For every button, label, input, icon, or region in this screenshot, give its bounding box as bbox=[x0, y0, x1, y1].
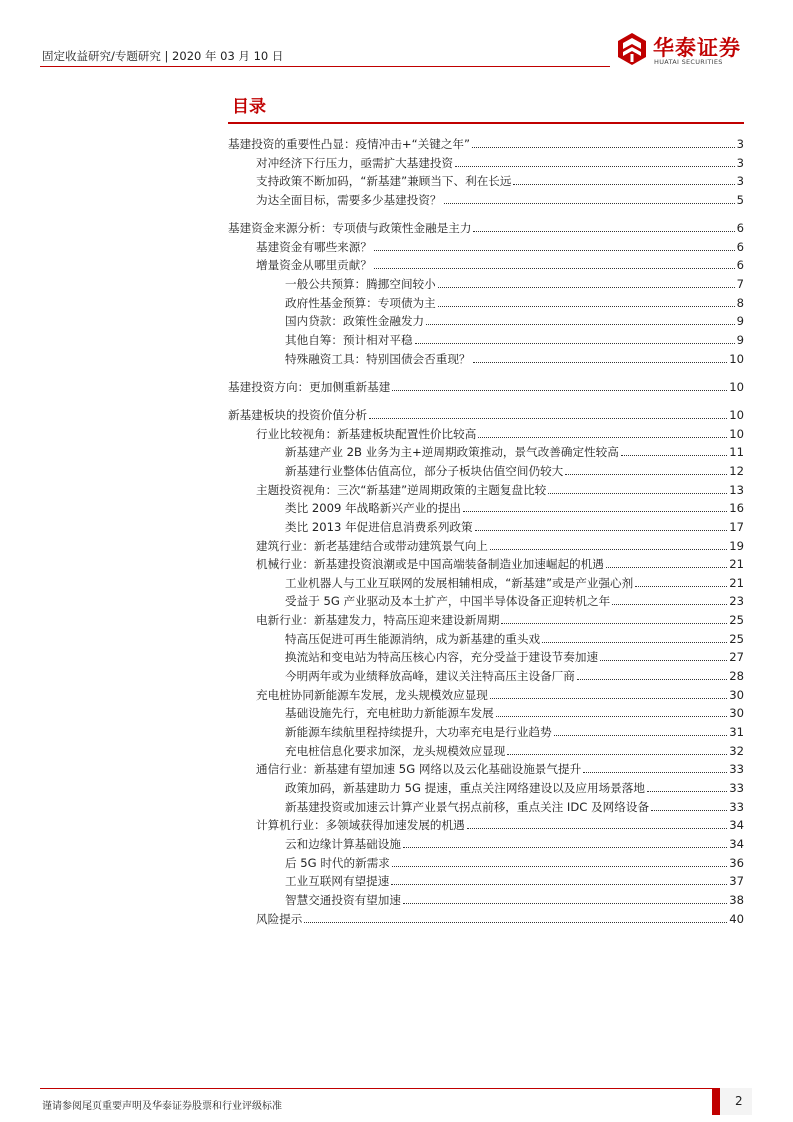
toc-entry-page: 3 bbox=[736, 155, 744, 170]
toc-entry-page: 12 bbox=[729, 463, 744, 478]
toc-entry[interactable] bbox=[285, 630, 744, 647]
toc-entry-page: 6 bbox=[736, 239, 744, 254]
toc-entry-label: 风险提示 bbox=[256, 911, 303, 926]
toc-leader-dots bbox=[473, 231, 734, 232]
toc-entry-page: 33 bbox=[729, 780, 744, 795]
toc-leader-dots bbox=[369, 418, 727, 419]
toc-entry-label: 特高压促进可再生能源消纳，成为新基建的重头戏 bbox=[285, 631, 541, 646]
toc-entry-page: 13 bbox=[729, 482, 744, 497]
toc-entry[interactable] bbox=[256, 191, 744, 208]
toc-entry[interactable] bbox=[285, 499, 744, 516]
toc-leader-dots bbox=[496, 716, 728, 717]
toc-entry-page: 9 bbox=[736, 333, 744, 347]
toc-leader-dots bbox=[490, 549, 727, 550]
toc-entry-label: 计算机行业：多领域获得加速发展的机遇 bbox=[256, 818, 465, 833]
toc-leader-dots bbox=[600, 660, 727, 661]
toc-entry-label: 受益于 5G 产业驱动及本土扩产，中国半导体设备正迎转机之年 bbox=[285, 594, 611, 609]
toc-entry-page: 30 bbox=[729, 687, 744, 702]
toc-entry[interactable] bbox=[285, 798, 744, 815]
toc-leader-dots bbox=[647, 791, 727, 792]
toc-entry-label: 其他自筹：预计相对平稳 bbox=[285, 333, 413, 347]
toc-entry-page: 25 bbox=[729, 631, 744, 646]
toc-leader-dots bbox=[475, 530, 728, 531]
huatai-logo-icon bbox=[617, 32, 647, 66]
toc-entry-label: 机械行业：新基建投资浪潮或是中国高端装备制造业加速崛起的机遇 bbox=[256, 557, 604, 572]
toc-leader-dots bbox=[374, 268, 735, 269]
toc-leader-dots bbox=[478, 437, 727, 438]
toc-entry[interactable] bbox=[256, 154, 744, 171]
toc-entry-page: 6 bbox=[736, 221, 744, 236]
toc-entry[interactable] bbox=[285, 723, 744, 740]
toc-entry-label: 充电桩信息化要求加深，龙头规模效应显现 bbox=[285, 743, 506, 758]
toc-entry-label: 充电桩协同新能源车发展，龙头规模效应显现 bbox=[256, 687, 488, 702]
toc-entry-label: 新基建板块的投资价值分析 bbox=[228, 407, 368, 422]
toc-leader-dots bbox=[651, 810, 727, 811]
toc-leader-dots bbox=[438, 306, 735, 307]
toc-entry[interactable] bbox=[285, 462, 744, 479]
toc-entry[interactable] bbox=[256, 760, 744, 777]
toc-entry-page: 21 bbox=[729, 557, 744, 572]
toc-entry-label: 新基建投资或加速云计算产业景气拐点前移，重点关注 IDC 及网络设备 bbox=[285, 799, 650, 814]
huatai-logo bbox=[617, 30, 757, 70]
toc-entry-label: 对冲经济下行压力，亟需扩大基建投资 bbox=[256, 155, 454, 170]
toc-entry-label: 新基建产业 2B 业务为主+逆周期政策推动，景气改善确定性较高 bbox=[285, 445, 619, 460]
toc-entry-page: 16 bbox=[729, 501, 744, 516]
toc-entry-label: 基建资金有哪些来源？ bbox=[256, 239, 372, 254]
toc-entry-page: 21 bbox=[729, 575, 744, 590]
toc-entry-label: 电新行业：新基建发力，特高压迎来建设新周期 bbox=[256, 613, 500, 628]
toc-leader-dots bbox=[467, 828, 728, 829]
toc-entry-page: 33 bbox=[729, 762, 744, 777]
toc-entry[interactable] bbox=[256, 238, 744, 255]
toc-leader-dots bbox=[612, 604, 727, 605]
toc-entry[interactable] bbox=[256, 256, 744, 273]
toc-entry[interactable] bbox=[285, 350, 744, 367]
toc-entry-page: 5 bbox=[736, 192, 744, 207]
footer-divider bbox=[40, 1088, 712, 1089]
toc-entry-label: 工业互联网有望提速 bbox=[285, 874, 390, 889]
toc-entry-label: 基建投资方向：更加侧重新基建 bbox=[228, 379, 391, 394]
page-number-badge-icon bbox=[712, 1085, 752, 1115]
toc-entry[interactable] bbox=[285, 704, 744, 721]
toc-leader-dots bbox=[473, 362, 728, 363]
toc-entry-label: 一般公共预算：腾挪空间较小 bbox=[285, 277, 436, 292]
toc-entry-label: 新能源车续航里程持续提升，大功率充电是行业趋势 bbox=[285, 725, 552, 739]
toc-entry-label: 支持政策不断加码，“新基建”兼顾当下、利在长远 bbox=[256, 174, 512, 189]
toc-entry[interactable] bbox=[256, 611, 744, 628]
toc-entry[interactable] bbox=[256, 555, 744, 572]
toc-entry-label: 通信行业：新基建有望加速 5G 网络以及云化基础设施景气提升 bbox=[256, 762, 582, 777]
toc-entry-page: 38 bbox=[729, 892, 744, 907]
toc-entry-page: 7 bbox=[736, 277, 744, 292]
toc-leader-dots bbox=[304, 922, 727, 923]
logo-english-name: HUATAI SECURITIES bbox=[654, 58, 723, 66]
toc-entry-page: 3 bbox=[736, 174, 744, 189]
toc-leader-dots bbox=[577, 679, 727, 680]
toc-leader-dots bbox=[501, 623, 727, 624]
toc-leader-dots bbox=[513, 184, 734, 185]
toc-entry[interactable] bbox=[285, 294, 744, 311]
toc-leader-dots bbox=[507, 754, 727, 755]
toc-entry[interactable] bbox=[285, 742, 744, 759]
toc-entry-label: 智慧交通投资有望加速 bbox=[285, 892, 401, 907]
toc-leader-dots bbox=[392, 390, 727, 391]
toc-entry-page: 25 bbox=[729, 613, 744, 628]
toc-entry-page: 11 bbox=[729, 445, 744, 460]
toc-leader-dots bbox=[392, 866, 727, 867]
toc-entry[interactable] bbox=[256, 425, 744, 442]
toc-entry[interactable] bbox=[285, 312, 744, 329]
toc-entry-label: 基础设施先行，充电桩助力新能源车发展 bbox=[285, 706, 494, 721]
toc-entry-label: 增量资金从哪里贡献？ bbox=[256, 258, 372, 273]
toc-leader-dots bbox=[490, 698, 727, 699]
toc-entry-page: 10 bbox=[729, 407, 744, 422]
toc-leader-dots bbox=[542, 642, 727, 643]
toc-entry[interactable] bbox=[285, 872, 744, 889]
toc-entry-label: 行业比较视角：新基建板块配置性价比较高 bbox=[256, 426, 477, 441]
toc-leader-dots bbox=[606, 567, 727, 568]
toc-entry-label: 政策加码，新基建助力 5G 提速，重点关注网络建设以及应用场景落地 bbox=[285, 780, 645, 795]
toc-entry-page: 10 bbox=[729, 351, 744, 366]
toc-leader-dots bbox=[621, 455, 727, 456]
logo-chinese-name: 华泰证券 bbox=[653, 36, 741, 60]
toc-entry-page: 28 bbox=[729, 669, 744, 684]
toc-title-divider bbox=[228, 122, 744, 124]
toc-entry-page: 23 bbox=[729, 594, 744, 609]
toc-entry-page: 19 bbox=[729, 538, 744, 553]
toc-entry-page: 6 bbox=[736, 258, 744, 273]
toc-entry-page: 9 bbox=[736, 314, 744, 329]
toc-entry-page: 34 bbox=[729, 818, 744, 833]
toc-entry[interactable] bbox=[285, 574, 744, 591]
toc-entry-label: 基建投资的重要性凸显：疫情冲击+“关键之年” bbox=[228, 137, 471, 151]
toc-leader-dots bbox=[635, 586, 727, 587]
toc-entry-page: 34 bbox=[729, 836, 744, 851]
toc-entry-page: 32 bbox=[729, 743, 744, 758]
toc-leader-dots bbox=[415, 343, 735, 344]
toc-entry-label: 政府性基金预算：专项债为主 bbox=[285, 295, 436, 310]
toc-entry-page: 8 bbox=[736, 295, 744, 310]
toc-leader-dots bbox=[374, 250, 735, 251]
toc-entry-page: 10 bbox=[729, 426, 744, 441]
toc-entry-label: 工业机器人与工业互联网的发展相辅相成，“新基建”或是产业强心剂 bbox=[285, 575, 634, 590]
toc-entry-page: 37 bbox=[729, 874, 744, 889]
toc-leader-dots bbox=[565, 474, 727, 475]
header-divider bbox=[40, 66, 610, 67]
toc-entry-page: 40 bbox=[729, 911, 744, 926]
toc-leader-dots bbox=[391, 884, 727, 885]
toc-entry-label: 换流站和变电站为特高压核心内容，充分受益于建设节奏加速 bbox=[285, 650, 599, 665]
toc-entry[interactable] bbox=[228, 406, 744, 423]
toc-entry[interactable] bbox=[256, 537, 744, 554]
toc-entry-page: 30 bbox=[729, 706, 744, 721]
toc-leader-dots bbox=[455, 166, 735, 167]
toc-title: 目录 bbox=[232, 97, 266, 117]
toc-entry-page: 10 bbox=[729, 379, 744, 394]
toc-entry-label: 特殊融资工具：特别国债会否重现？ bbox=[285, 351, 471, 366]
toc-leader-dots bbox=[444, 203, 735, 204]
toc-entry[interactable] bbox=[285, 667, 744, 684]
toc-entry-label: 后 5G 时代的新需求 bbox=[285, 855, 390, 870]
toc-entry[interactable] bbox=[285, 891, 744, 908]
toc-leader-dots bbox=[463, 511, 727, 512]
toc-entry-page: 31 bbox=[729, 725, 744, 739]
toc-entry-page: 17 bbox=[729, 519, 744, 534]
toc-leader-dots bbox=[426, 324, 734, 325]
toc-entry-label: 为达全面目标，需要多少基建投资？ bbox=[256, 192, 442, 207]
toc-entry-page: 33 bbox=[729, 799, 744, 814]
report-header: 固定收益研究/专题研究 | 2020 年 03 月 10 日 bbox=[42, 49, 284, 63]
toc-entry[interactable] bbox=[256, 816, 744, 833]
toc-leader-dots bbox=[583, 772, 727, 773]
toc-leader-dots bbox=[554, 735, 728, 736]
toc-entry[interactable] bbox=[285, 835, 744, 852]
toc-entry-page: 36 bbox=[729, 855, 744, 870]
toc-entry[interactable] bbox=[256, 481, 744, 498]
toc-entry-page: 3 bbox=[736, 137, 744, 151]
toc-entry[interactable] bbox=[228, 219, 744, 236]
toc-entry[interactable] bbox=[228, 378, 744, 395]
toc-entry[interactable] bbox=[285, 518, 744, 535]
footer-disclaimer: 谨请参阅尾页重要声明及华泰证券股票和行业评级标准 bbox=[42, 1101, 282, 1112]
toc-entry-label: 云和边缘计算基础设施 bbox=[285, 836, 401, 851]
toc-entry[interactable] bbox=[285, 779, 744, 796]
toc-entry-page: 27 bbox=[729, 650, 744, 665]
toc-entry[interactable] bbox=[256, 686, 744, 703]
toc-leader-dots bbox=[548, 493, 727, 494]
toc-entry[interactable] bbox=[285, 854, 744, 871]
toc-entry-label: 类比 2013 年促进信息消费系列政策 bbox=[285, 519, 473, 534]
toc-leader-dots bbox=[403, 903, 727, 904]
toc-entry[interactable] bbox=[285, 443, 744, 460]
toc-entry-label: 建筑行业：新老基建结合或带动建筑景气向上 bbox=[256, 538, 488, 553]
toc-entry[interactable] bbox=[285, 648, 744, 665]
page-number: 2 bbox=[735, 1094, 743, 1108]
toc-leader-dots bbox=[403, 847, 727, 848]
toc-entry[interactable] bbox=[228, 135, 744, 152]
toc-entry-label: 今明两年或为业绩释放高峰，建议关注特高压主设备厂商 bbox=[285, 669, 575, 684]
toc-entry-label: 基建资金来源分析：专项债与政策性金融是主力 bbox=[228, 221, 472, 236]
toc-leader-dots bbox=[472, 147, 735, 148]
toc-entry-label: 国内贷款：政策性金融发力 bbox=[285, 314, 425, 329]
toc-entry[interactable] bbox=[285, 275, 744, 292]
toc-entry[interactable] bbox=[256, 910, 744, 927]
toc-entry-label: 新基建行业整体估值高位，部分子板块估值空间仍较大 bbox=[285, 463, 564, 478]
toc-leader-dots bbox=[438, 287, 735, 288]
toc-entry[interactable] bbox=[256, 172, 744, 189]
toc-entry[interactable] bbox=[285, 331, 744, 348]
toc-entry-label: 类比 2009 年战略新兴产业的提出 bbox=[285, 501, 462, 516]
toc-entry[interactable] bbox=[285, 592, 744, 609]
toc-entry-label: 主题投资视角：三次“新基建”逆周期政策的主题复盘比较 bbox=[256, 482, 547, 497]
